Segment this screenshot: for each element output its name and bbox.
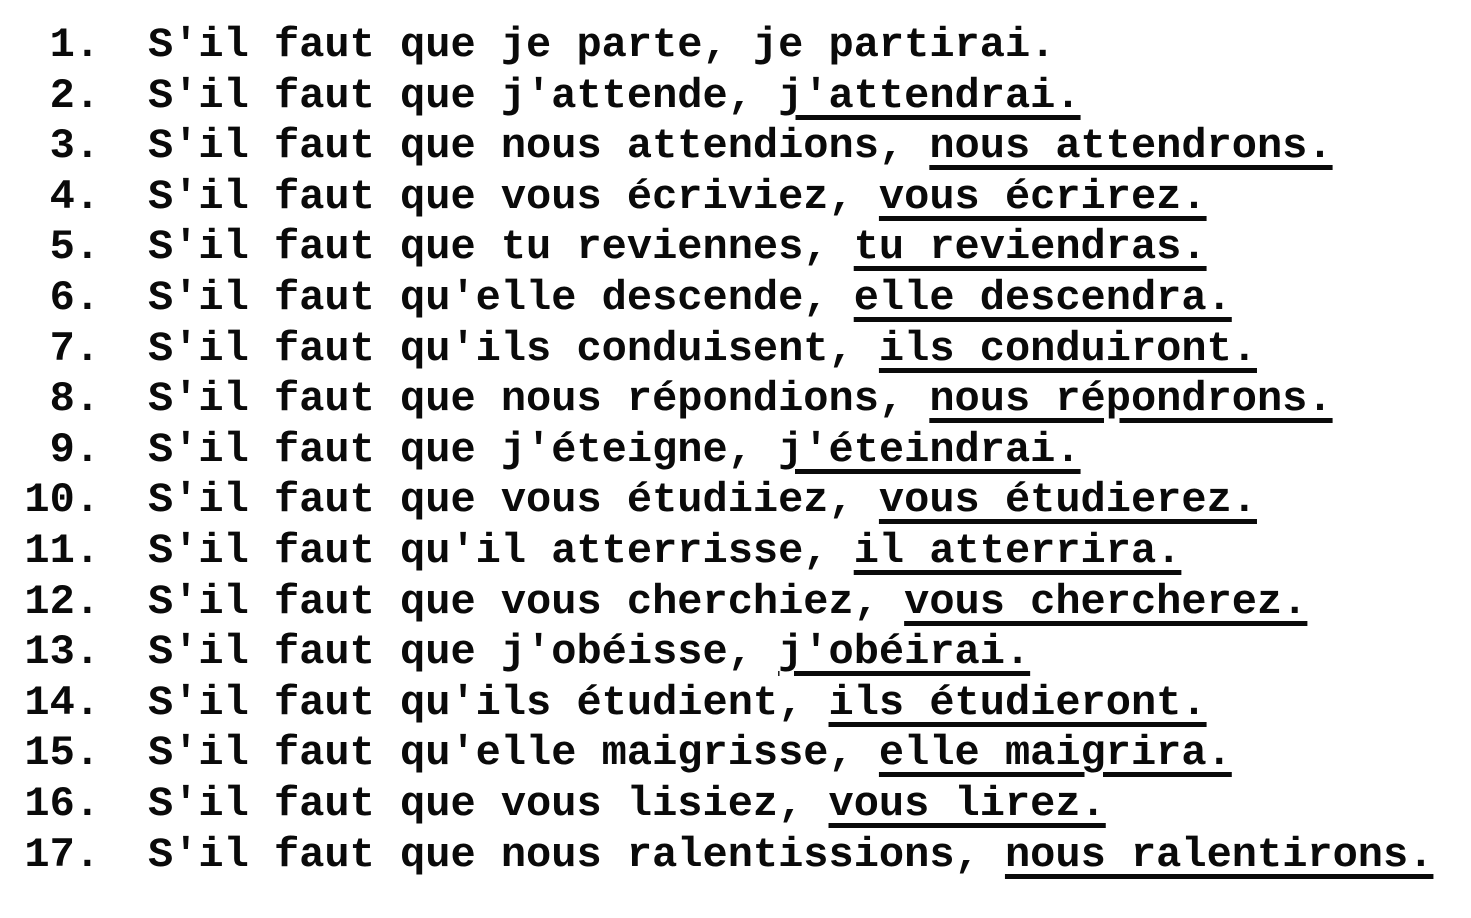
list-item [22, 273, 1465, 324]
sentence-intro: S'il faut que j'éteigne, [148, 425, 779, 474]
sentence-text [148, 475, 1257, 526]
sentence-intro: S'il faut que j'obéisse, [148, 628, 779, 677]
list-item [22, 222, 1465, 273]
sentence-intro: S'il faut que vous écriviez, [148, 172, 879, 221]
sentence-intro: S'il faut qu'elle descende, [148, 273, 854, 322]
sentence-text [148, 425, 1081, 476]
underlined-answer: vous chercherez. [904, 577, 1308, 626]
underlined-answer: ils conduiront. [878, 324, 1257, 373]
underlined-answer: vous étudierez. [878, 476, 1257, 525]
sentence-intro: S'il faut que vous étudiiez, [148, 476, 879, 525]
sentence-intro: S'il faut que vous lisiez, [148, 779, 829, 828]
item-number: 12. [24, 577, 100, 626]
item-number: 8. [49, 375, 100, 424]
list-item [22, 20, 1465, 71]
underlined-answer: nous attendrons. [929, 122, 1333, 171]
sentence-text [148, 121, 1333, 172]
list-item [22, 475, 1465, 526]
sentence-text [148, 374, 1333, 425]
underlined-answer: ils étudieront. [828, 678, 1207, 727]
underlined-answer: vous lirez. [828, 779, 1106, 828]
sentence-intro: S'il faut que nous répondions, [148, 375, 930, 424]
list-item [22, 71, 1465, 122]
list-item [22, 577, 1465, 628]
sentence-text [148, 526, 1181, 577]
item-number: 2. [49, 71, 100, 120]
item-number: 9. [49, 425, 100, 474]
list-item [22, 324, 1465, 375]
item-number: 5. [49, 223, 100, 272]
underlined-answer: tu reviendras. [853, 223, 1207, 272]
sentence-intro: S'il faut que tu reviennes, [148, 223, 854, 272]
sentence-list [22, 20, 1465, 880]
item-number: 7. [49, 324, 100, 373]
underlined-answer: j'éteindrai. [778, 425, 1081, 474]
sentence-text [148, 728, 1232, 779]
item-number: 13. [24, 628, 100, 677]
sentence-intro: S'il faut que j'attende, [148, 71, 779, 120]
item-number: 16. [24, 779, 100, 828]
list-item [22, 425, 1465, 476]
sentence-intro: S'il faut que vous cherchiez, [148, 577, 905, 626]
sentence-intro: S'il faut que je parte, je partirai. [148, 21, 1056, 69]
item-number: 6. [49, 273, 100, 322]
sentence-text [148, 222, 1207, 273]
underlined-answer: j'attendrai. [778, 71, 1081, 120]
item-number: 10. [24, 476, 100, 525]
item-number: 1. [49, 21, 100, 69]
sentence-text [148, 678, 1207, 729]
underlined-answer: nous répondrons. [929, 375, 1333, 424]
item-number: 11. [24, 526, 100, 575]
sentence-intro: S'il faut que nous attendions, [148, 122, 930, 171]
list-item [22, 678, 1465, 729]
sentence-text [148, 71, 1081, 122]
sentence-text [148, 830, 1433, 881]
sentence-intro: S'il faut qu'ils étudient, [148, 678, 829, 727]
sentence-intro: S'il faut qu'ils conduisent, [148, 324, 879, 373]
sentence-text [148, 172, 1207, 223]
list-item [22, 830, 1465, 881]
sentence-text [148, 273, 1232, 324]
list-item [22, 627, 1465, 678]
list-item [22, 728, 1465, 779]
underlined-answer: vous écrirez. [878, 172, 1207, 221]
sentence-intro: S'il faut qu'elle maigrisse, [148, 729, 879, 778]
list-item [22, 172, 1465, 223]
item-number: 14. [24, 678, 100, 727]
underlined-answer: nous ralentirons. [1004, 830, 1434, 879]
underlined-answer: il atterrira. [853, 526, 1182, 575]
underlined-answer: elle descendra. [853, 273, 1232, 322]
item-number: 17. [24, 830, 100, 879]
sentence-intro: S'il faut qu'il atterrisse, [148, 526, 854, 575]
list-item [22, 374, 1465, 425]
list-item [22, 526, 1465, 577]
item-number: 15. [24, 729, 100, 778]
sentence-text [148, 20, 1055, 71]
sentence-text [148, 324, 1257, 375]
item-number: 3. [49, 122, 100, 171]
underlined-answer: elle maigrira. [878, 729, 1232, 778]
sentence-text [148, 627, 1030, 678]
sentence-text [148, 779, 1106, 830]
sentence-text [148, 577, 1307, 628]
list-item [22, 121, 1465, 172]
list-item [22, 779, 1465, 830]
sentence-intro: S'il faut que nous ralentissions, [148, 830, 1005, 879]
underlined-answer: j'obéirai. [778, 628, 1031, 677]
item-number: 4. [49, 172, 100, 221]
